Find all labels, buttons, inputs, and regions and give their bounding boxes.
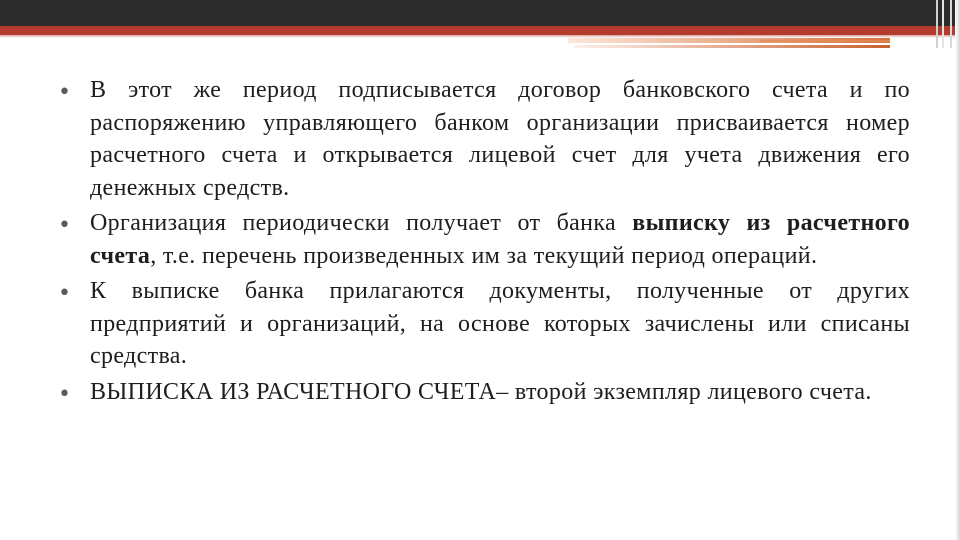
bullet-item bbox=[58, 376, 910, 409]
slide-body bbox=[58, 74, 910, 411]
header-red-band bbox=[0, 26, 960, 35]
bullet-text: ВЫПИСКА ИЗ РАСЧЕТНОГО СЧЕТА– второй экземпляр лицевого счета. bbox=[90, 378, 872, 405]
header-dark-band bbox=[0, 0, 960, 26]
bullet-dot-icon: • bbox=[58, 80, 71, 105]
bullet-dot-icon: • bbox=[58, 213, 71, 238]
bullet-dot-icon: • bbox=[58, 381, 71, 407]
accent-stripe-highlight bbox=[760, 40, 890, 42]
bullet-item bbox=[58, 275, 910, 373]
bold-term: выписку из расчетного счета bbox=[90, 210, 910, 269]
bullet-text-part: , т.е. перечень произведенных им за текущий период операций. bbox=[150, 242, 818, 269]
bullet-item bbox=[58, 207, 910, 272]
bullet-text bbox=[90, 207, 910, 272]
slide-right-edge-shadow bbox=[955, 0, 960, 540]
vertical-decoration-line bbox=[936, 0, 938, 48]
vertical-decoration-line bbox=[942, 0, 944, 48]
bullet-text: В этот же период подписывается договор банковского счета и по распоряжению управляющего банком организации присваивается номер расчетного счета и открывается лицевой счет для учета движения его денежных средств. bbox=[90, 77, 910, 201]
bullet-text: К выписке банка прилагаются документы, полученные от других предприятий и организаций, на основе которых зачислены или списаны средства. bbox=[90, 278, 910, 369]
bullet-list bbox=[58, 74, 910, 408]
bullet-text-part: Организация периодически получает от банка bbox=[90, 210, 633, 236]
accent-stripe-thin bbox=[574, 45, 890, 48]
bullet-item bbox=[58, 74, 910, 204]
vertical-decoration-line bbox=[950, 0, 952, 48]
bullet-dot-icon: • bbox=[58, 281, 71, 306]
